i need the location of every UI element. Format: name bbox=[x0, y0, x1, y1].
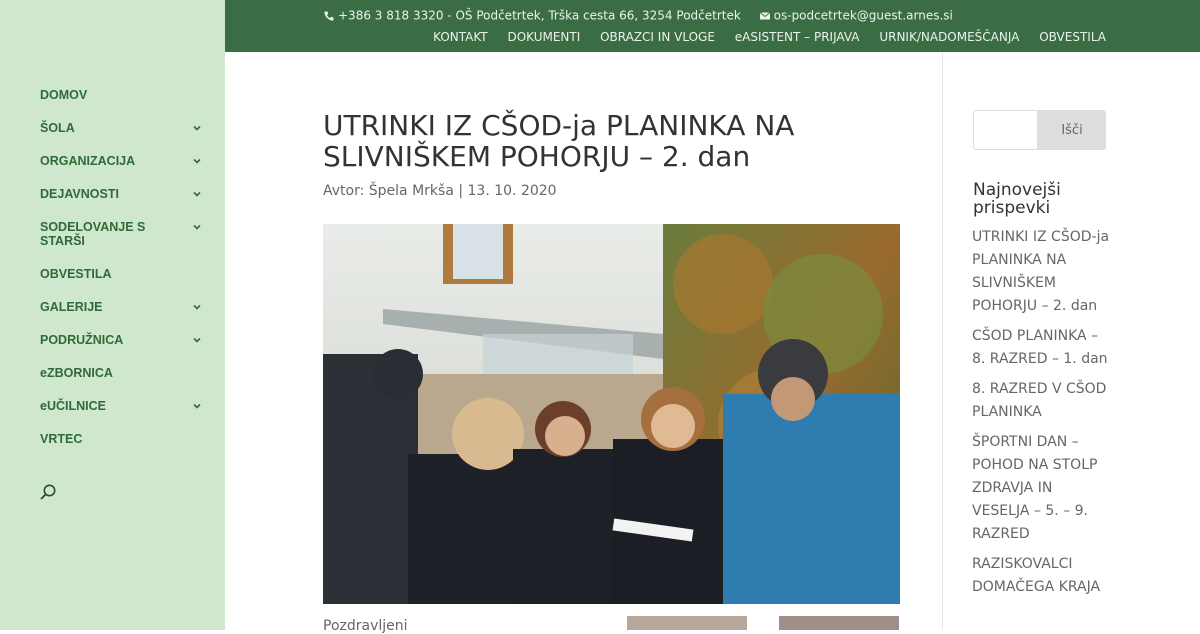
chevron-down-icon[interactable] bbox=[191, 400, 203, 412]
post-featured-image[interactable] bbox=[323, 224, 900, 604]
post-title[interactable]: UTRINKI IZ CŠOD-ja PLANINKA NA SLIVNIŠKEM POHORJU – 2. dan bbox=[323, 109, 795, 173]
chevron-down-icon[interactable] bbox=[191, 301, 203, 313]
top-link-easistent[interactable]: eASISTENT – PRIJAVA bbox=[734, 30, 860, 44]
gallery-thumbnail[interactable] bbox=[779, 616, 899, 630]
phone-icon bbox=[323, 10, 335, 22]
recent-posts-list bbox=[972, 226, 1112, 606]
sidebar-item-label: eUČILNICE bbox=[40, 399, 106, 413]
sidebar-item-vrtec[interactable] bbox=[40, 432, 205, 446]
recent-post-link[interactable]: UTRINKI IZ CŠOD-ja PLANINKA NA SLIVNIŠKEM POHORJU – 2. dan bbox=[972, 229, 1110, 314]
sidebar-item-podruznica[interactable] bbox=[40, 333, 205, 347]
email-text: os-podcetrtek@guest.arnes.si bbox=[773, 8, 953, 23]
chevron-down-icon[interactable] bbox=[191, 221, 203, 233]
sidebar-item-label: GALERIJE bbox=[40, 300, 103, 314]
sidebar-item-label: PODRUŽNICA bbox=[40, 333, 124, 347]
recent-post-link[interactable]: 8. RAZRED V CŠOD PLANINKA bbox=[972, 381, 1107, 420]
top-nav bbox=[417, 30, 1106, 44]
sidebar-item-eucilnice[interactable] bbox=[40, 399, 205, 413]
sidebar-item-label: OBVESTILA bbox=[40, 267, 112, 281]
search-input[interactable] bbox=[974, 111, 1037, 149]
contact-info bbox=[323, 8, 953, 23]
chevron-down-icon[interactable] bbox=[191, 155, 203, 167]
top-link-obvestila[interactable]: OBVESTILA bbox=[1039, 30, 1106, 44]
sidebar-item-label: ŠOLA bbox=[40, 121, 75, 135]
phone-address-text: +386 3 818 3320 - OŠ Podčetrtek, Trška cesta 66, 3254 Podčetrtek bbox=[338, 8, 741, 23]
recent-post-link[interactable]: CŠOD PLANINKA – 8. RAZRED – 1. dan bbox=[972, 328, 1108, 367]
sidebar bbox=[0, 0, 225, 630]
top-link-kontakt[interactable]: KONTAKT bbox=[433, 30, 488, 44]
sidebar-item-domov[interactable] bbox=[40, 88, 205, 102]
chevron-down-icon[interactable] bbox=[191, 334, 203, 346]
photo-group-outdoors bbox=[323, 224, 900, 604]
sidebar-item-sodelovanje[interactable] bbox=[40, 220, 205, 248]
sidebar-item-dejavnosti[interactable] bbox=[40, 187, 205, 201]
sidebar-item-label: DEJAVNOSTI bbox=[40, 187, 119, 201]
email-link[interactable] bbox=[759, 8, 953, 22]
sidebar-search bbox=[973, 110, 1106, 150]
top-link-urnik[interactable]: URNIK/NADOMEŠČANJA bbox=[879, 30, 1020, 44]
top-header bbox=[225, 0, 1200, 52]
post-excerpt: Pozdravljeni bbox=[323, 618, 408, 634]
chevron-down-icon[interactable] bbox=[191, 188, 203, 200]
top-link-obrazci[interactable]: OBRAZCI IN VLOGE bbox=[600, 30, 715, 44]
post-meta: Avtor: Špela Mrkša | 13. 10. 2020 bbox=[323, 183, 557, 199]
sidebar-item-label: DOMOV bbox=[40, 88, 88, 102]
sidebar-item-organizacija[interactable] bbox=[40, 154, 205, 168]
recent-post-link[interactable]: RAZISKOVALCI DOMAČEGA KRAJA bbox=[972, 556, 1101, 595]
sidebar-item-obvestila[interactable] bbox=[40, 267, 205, 281]
search-icon[interactable] bbox=[39, 483, 57, 501]
sidebar-nav bbox=[40, 88, 205, 465]
sidebar-item-label: VRTEC bbox=[40, 432, 83, 446]
content-divider bbox=[942, 52, 943, 630]
sidebar-item-ezbornica[interactable] bbox=[40, 366, 205, 380]
sidebar-item-label: eZBORNICA bbox=[40, 366, 113, 380]
mail-icon bbox=[759, 10, 771, 22]
sidebar-item-sola[interactable] bbox=[40, 121, 205, 135]
recent-post-link[interactable]: ŠPORTNI DAN – POHOD NA STOLP ZDRAVJA IN VESELJA – 5. – 9. RAZRED bbox=[972, 434, 1098, 542]
gallery-thumbnail[interactable] bbox=[627, 616, 747, 630]
recent-posts-title: Najnovejši prispevki bbox=[973, 180, 1061, 218]
search-button[interactable]: Išči bbox=[1037, 111, 1106, 149]
sidebar-item-label: SODELOVANJE S STARŠI bbox=[40, 220, 146, 248]
sidebar-item-label: ORGANIZACIJA bbox=[40, 154, 136, 168]
chevron-down-icon[interactable] bbox=[191, 122, 203, 134]
top-link-dokumenti[interactable]: DOKUMENTI bbox=[507, 30, 581, 44]
sidebar-item-galerije[interactable] bbox=[40, 300, 205, 314]
